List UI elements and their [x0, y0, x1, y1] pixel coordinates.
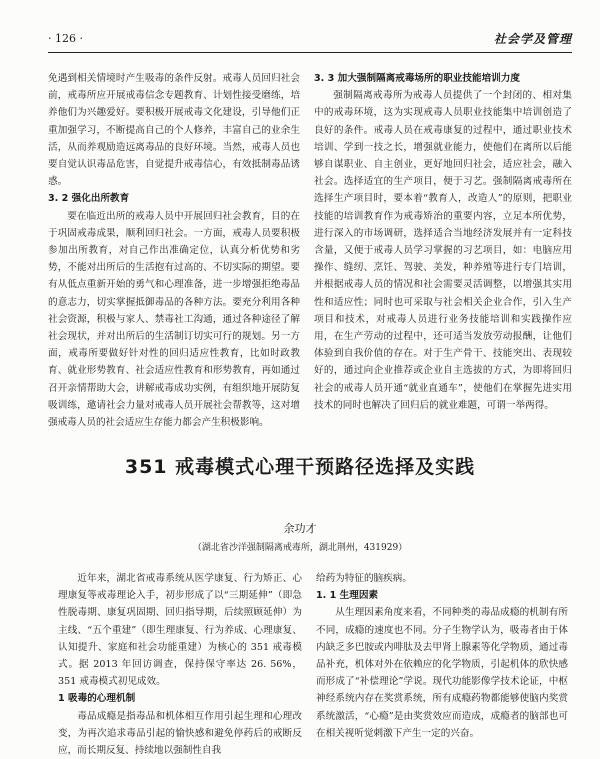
section-3-3-heading: 3. 3 加大强制隔离戒毒场所的职业技能培训力度 — [314, 73, 520, 84]
article-title: 351 戒毒模式心理干预路径选择及实践 — [124, 456, 476, 478]
intro-paragraph: 近年来，湖北省戒毒系统从医学康复、行为矫正、心理康复等戒毒理论入手，初步形成了以“三期延伸”（即急性脱毒期、康复巩固期、回归指导期，后续照顾延伸）为主线、“五个重建”（即生理康复、行为养成、心理康复、认知提升、家庭和社会功能重建）为核心的 351 戒毒模式。据 2013 年回访调查，保持保守率达 26. 56%，351 戒毒模式初见成效。 — [58, 573, 302, 688]
journal-section-title: 社会学及管理 — [493, 32, 572, 46]
left-paragraph-1: 免遇到相关情境时产生吸毒的条件反射。戒毒人员回归社会前，戒毒所应开展戒毒信念专题教育、计划性接受磨练，培养他们为兴趣爱好。要积极开展戒毒文化建设，引导他们正重加强学习，不断提高自己的个人修养，丰富自己的业余生活，从而养观励造远离毒品的良好环境。当然，戒毒人员也要自觉认识毒品危害，自觉提升戒毒信心，有效抵制毒品诱惑。 — [48, 73, 300, 188]
article-author: 余功才 — [283, 522, 317, 535]
bottom-right-column — [316, 570, 568, 742]
section-1-1-heading: 1. 1 生理因素 — [316, 590, 379, 602]
left-column — [48, 70, 300, 431]
section-1-paragraph: 毒品成瘾是指毒品和机体相互作用引起生理和心理改变，为再次追求毒品引起的愉快感和避免停药后的戒断反应，而长期反复、持续地以强制性自我 — [58, 710, 302, 757]
section-1-heading: 1 吸毒的心理机制 — [58, 693, 136, 705]
page-header — [48, 28, 572, 48]
header-rule — [48, 52, 572, 53]
left-paragraph-2: 要在临近出所的戒毒人员中开展回归社会教育，目的在于巩固戒毒成果，顺利回归社会。一方面，戒毒人员要积极参加出所教育，对自己作出准确定位，认真分析优势和劣势，不能对出所后的生活抱有过高的、不切实际的期望。要有从低点重新开始的勇气和心理准备，进一步增强拒绝毒品的意志力，切实掌握抵御毒品的各种方法。要充分利用各种社会资源，积极与家人、禁毒社工沟通，通过各种途径了解社会现状，并对出所后的生活制订切实可行的规划。另一方面，戒毒所要做好针对性的回归适应性教育，比如时政教育、就业形势教育、社会适应性教育和形势教育，再如通过召开亲情帮助大会，讲解戒毒成功实例，有组织地开展防复吸训练，邀请社会力量对戒毒人员开展社会帮教等，这对增强戒毒人员的社会适应生存能力都会产生积极影响。 — [48, 210, 300, 429]
right-paragraph-1: 强制隔离戒毒所为戒毒人员提供了一个封闭的、相对集中的戒毒环境，这为实现戒毒人员职业技能集中培训创造了良好的条件。戒毒人员在戒毒康复的过程中，通过职业技术培训、学到一技之长，增强就业能力，使他们在离所以后能够自谋职业、自主创业，更好地回归社会，适应社会，融入社会。选择适宜的生产项目，便于习艺。强制隔离戒毒所在选择生产项目时，要本着“教育人，改造人”的原则，把职业技能的培训教育作为戒毒矫治的重要内容，立足本所优势，进行深入的市场调研，选择适合当地经济发展并有一定科技含量，又便于戒毒人员学习掌握的习艺项目，如：电脑应用操作、缝纫、烹饪、驾驶、美发，种养殖等进行专门培训，并根据戒毒人员的情况和社会需要灵活调整，以增强其实用性和适应性；同时也可采取与社会相关企业合作，引入生产项目和技术，对戒毒人员进行业务技能培训和实践操作应用，在生产劳动的过程中，还可适当发放劳动报酬，让他们体验到自我价值的存在。对于生产骨干、技能突出、表现较好的，通过向企业推荐或企业自主选拔的方式，为即将回归社会的戒毒人员开通“就业直通车”，使他们在掌握先进实用技术的同时也解决了回归后的就业难题，可谓一举两得。 — [314, 90, 572, 411]
bottom-left-column — [58, 570, 302, 759]
section-3-2-heading: 3. 2 强化出所教育 — [48, 193, 130, 205]
section-1-1-paragraph: 从生理因素角度来看，不同种类的毒品成瘾的机制有所不同，成瘾的速度也不同。分子生物学认为，吸毒者由于体内缺乏多巴胺或内啡肽及去甲肾上腺素等化学物质，通过毒品补充，机体对外在依赖应的化学物质，引起机体的欣快感而形成了“补偿理论”学说。现代功能影像学技术论证，中枢神经系统内存在奖赏系统，所有成瘾药物都能够使脑内奖赏系统激活，“心瘾”是由奖赏效应而造成，成瘾者的脑部也可在相关视听觉刺激下产生一定的兴奋。 — [316, 607, 568, 739]
page-number: · 126 · — [48, 32, 83, 45]
continued-paragraph: 给药为特征的脑疾病。 — [316, 573, 412, 584]
article-affiliation: （湖北省沙洋强制隔离戒毒所，湖北荆州，431929） — [192, 543, 408, 553]
right-column — [314, 70, 572, 414]
